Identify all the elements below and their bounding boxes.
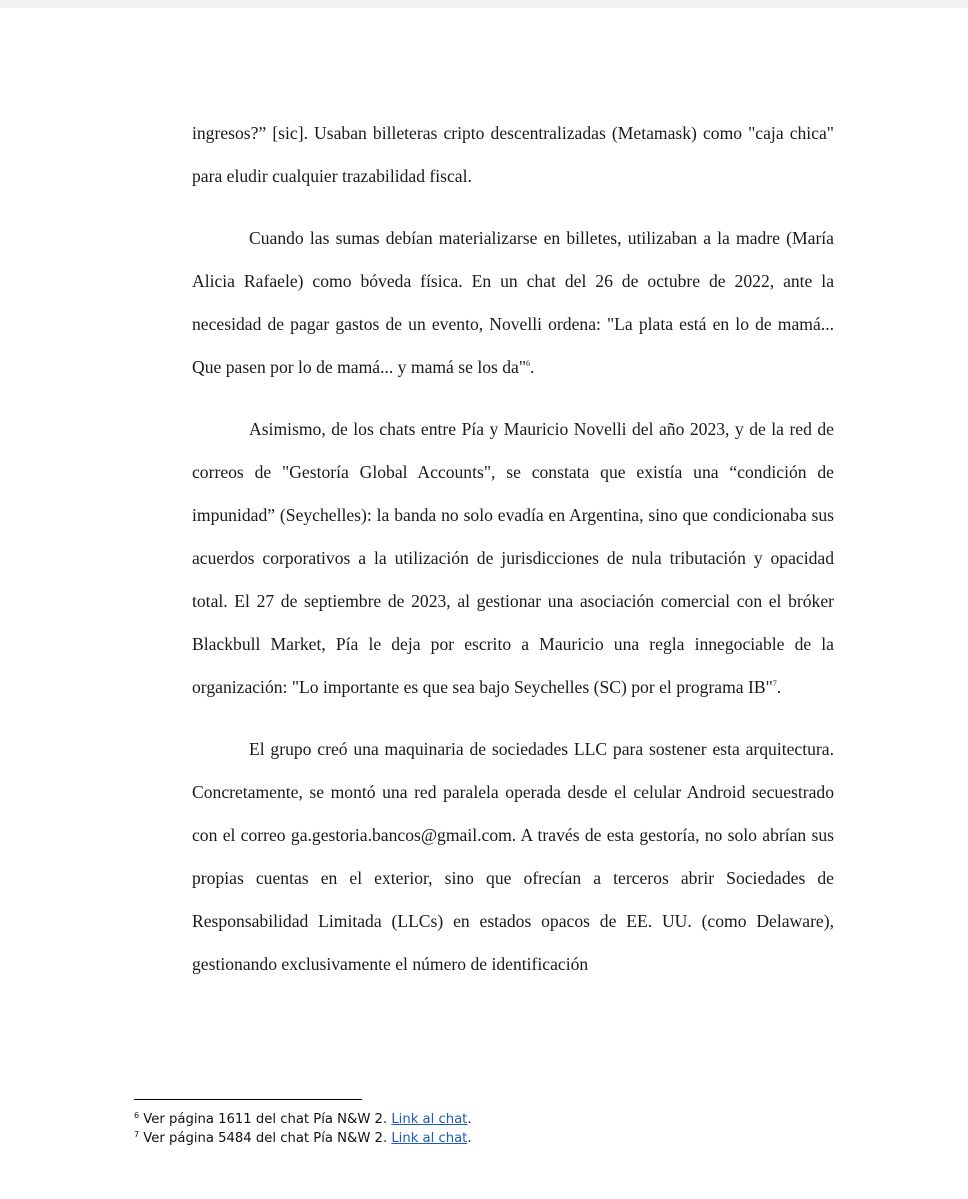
paragraph-2-text: Cuando las sumas debían materializarse en billetes, utilizaban a la madre (María Alicia Rafaele) como bóveda física. En un chat del 26 de octubre de 2022, ante la necesidad de pagar gastos de un evento, Novelli ordena: "La plata está en lo de mamá... Que pasen por lo de mamá... y mamá se los da" bbox=[192, 228, 834, 377]
footnote-7-end: . bbox=[467, 1131, 472, 1146]
footnote-6-number: 6 bbox=[134, 1111, 140, 1120]
paragraph-3 bbox=[192, 408, 834, 709]
footnote-6-text: Ver página 1611 del chat Pía N&W 2. bbox=[143, 1112, 392, 1127]
footnote-6 bbox=[134, 1110, 834, 1129]
paragraph-3-end: . bbox=[776, 677, 782, 697]
paragraph-2 bbox=[192, 217, 834, 389]
top-strip bbox=[0, 0, 968, 8]
body-text bbox=[192, 112, 834, 986]
paragraph-4-text: El grupo creó una maquinaria de sociedades LLC para sostener esta arquitectura. Concretamente, se montó una red paralela operada desde el celular Android secuestrado con el correo ga.gestoria.bancos@gmail.com. A través de esta gestoría, no solo abrían sus propias cuentas en el exterior, sino que ofrecían a terceros abrir Sociedades de Responsabilidad Limitada (LLCs) en estados opacos de EE. UU. (como Delaware), gestionando exclusivamente el número de identificación bbox=[192, 739, 834, 974]
footnote-separator bbox=[134, 1099, 362, 1100]
footnotes bbox=[134, 1110, 834, 1148]
paragraph-2-end: . bbox=[530, 357, 535, 377]
footnote-ref-6[interactable]: 6 bbox=[526, 359, 531, 368]
paragraph-1-text: ingresos?” [sic]. Usaban billeteras cripto descentralizadas (Metamask) como "caja chica" para eludir cualquier trazabilidad fiscal. bbox=[192, 123, 834, 186]
footnote-7-text: Ver página 5484 del chat Pía N&W 2. bbox=[143, 1131, 392, 1146]
footnote-6-link[interactable]: Link al chat bbox=[391, 1112, 468, 1127]
paragraph-4 bbox=[192, 728, 834, 986]
paragraph-3-text: Asimismo, de los chats entre Pía y Mauricio Novelli del año 2023, y de la red de correos de "Gestoría Global Accounts", se constata que existía una “condición de impunidad” (Seychelles): la banda no solo evadía en Argentina, sino que condicionaba sus acuerdos corporativos a la utilización de jurisdicciones de nula tributación y opacidad total. El 27 de septiembre de 2023, al gestionar una asociación comercial con el bróker Blackbull Market, Pía le deja por escrito a Mauricio una regla innegociable de la organización: "Lo importante es que sea bajo Seychelles (SC) por el programa IB" bbox=[192, 419, 834, 697]
footnote-ref-7[interactable]: 7 bbox=[772, 679, 777, 688]
footnote-7 bbox=[134, 1129, 834, 1148]
footnote-6-end: . bbox=[467, 1112, 472, 1127]
footnote-7-link[interactable]: Link al chat bbox=[391, 1131, 468, 1146]
footnote-7-number: 7 bbox=[134, 1130, 140, 1139]
paragraph-1 bbox=[192, 112, 834, 198]
